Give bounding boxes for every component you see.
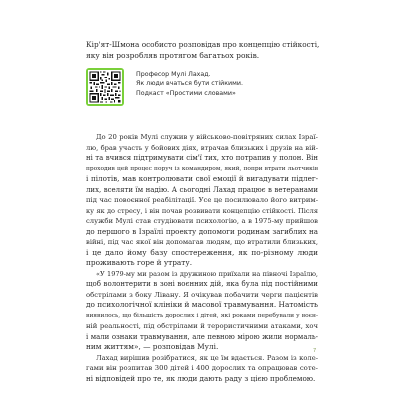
paragraph <box>86 353 318 385</box>
text-line: проходив цей процес поруч із командиром, який, попри втрати льотчиків <box>86 165 318 172</box>
paragraph <box>86 132 318 269</box>
text-line: До 20 років Мулі служив у військово-повітряних силах Ізраї- <box>96 133 318 141</box>
text-line: війні, під час якої він допомагав людям, що втратили близьких, <box>86 238 318 246</box>
text-line: ним життям», — розповідав Мулі. <box>86 342 219 351</box>
podcast-episode: Як люди вчаться бути стійкими. <box>136 80 243 88</box>
text-line: «У 1979-му ми разом із дружиною приїхали на півночі Ізраїлю, <box>96 269 318 278</box>
podcast-speaker: Професор Мулі Лахад. <box>136 71 211 78</box>
text-line: щоб волонтерити в зоні воєнних дій, яка була під постійними <box>86 279 318 288</box>
text-line: і це дало йому базу спостереження, як по-різному люди <box>86 247 318 257</box>
text-line: ній реальності, під обстрілами й терористичними атаками, хоч <box>86 322 318 330</box>
text-line: обстрілами з боку Лівану. Я очікував побачити черги пацієнтів <box>86 290 318 299</box>
text-line: лих, вселяти їм надію. А сьогодні Лахад працює в ветеранами <box>86 185 318 194</box>
page-number: 7 <box>313 348 317 354</box>
intro-text <box>86 40 322 61</box>
text-line: під час повоєнної реабілітації. Усе це посилювало його витрим- <box>86 196 318 204</box>
intro-line: яку він розробляв протягом багатьох років. <box>86 50 260 60</box>
intro-line: Кір'ят-Шмона особисто розповідав про концепцію стійкості, <box>86 40 320 49</box>
podcast-caption <box>136 70 243 98</box>
text-line: виявилось, що більшість дорослих і дітей, які роками перебували у воєн- <box>86 311 318 319</box>
qr-code[interactable] <box>86 68 124 106</box>
text-line: служби Мулі став студіювати психологію, а в 1975-му прийшов <box>86 217 318 225</box>
text-line: і мали ознаки травмування, але певною мірою жили нормаль- <box>86 332 318 341</box>
text-line: проживають горе й утрату. <box>86 258 193 267</box>
text-line: ні відповідей про те, як люди дають раду з цією проблемою. <box>86 373 316 383</box>
text-line: і пілотів, мав контролювати свої емоції й вигадувати підлег- <box>86 174 318 183</box>
text-line: ку як до стресу, і він почав розвивати концепцію стійкості. Після <box>86 206 318 215</box>
body-text <box>86 132 318 384</box>
podcast-name: Подкаст «Простими словами» <box>136 89 236 97</box>
paragraph <box>86 269 318 353</box>
text-line: Лахад вирішив розібратися, як це їм вдається. Разом із коле- <box>96 353 318 362</box>
qr-code-icon <box>88 70 122 104</box>
text-line: до психологічної клініки й масової травмування. Натомість <box>86 300 319 309</box>
text-line: лю, брав участь у бойових діях, втрачав близьких і друзів на вій- <box>86 143 318 152</box>
text-line: ні та вчився підтримувати сім'ї тих, хто потрапив у полон. Він <box>86 154 318 162</box>
text-line: гами він розпитав 300 дітей і 400 дорослих та опрацював соте- <box>86 364 318 372</box>
text-line: до першого в Ізраїлі проекту допомоги родинам загиблих на <box>86 226 318 236</box>
qr-podcast-block <box>86 68 326 108</box>
